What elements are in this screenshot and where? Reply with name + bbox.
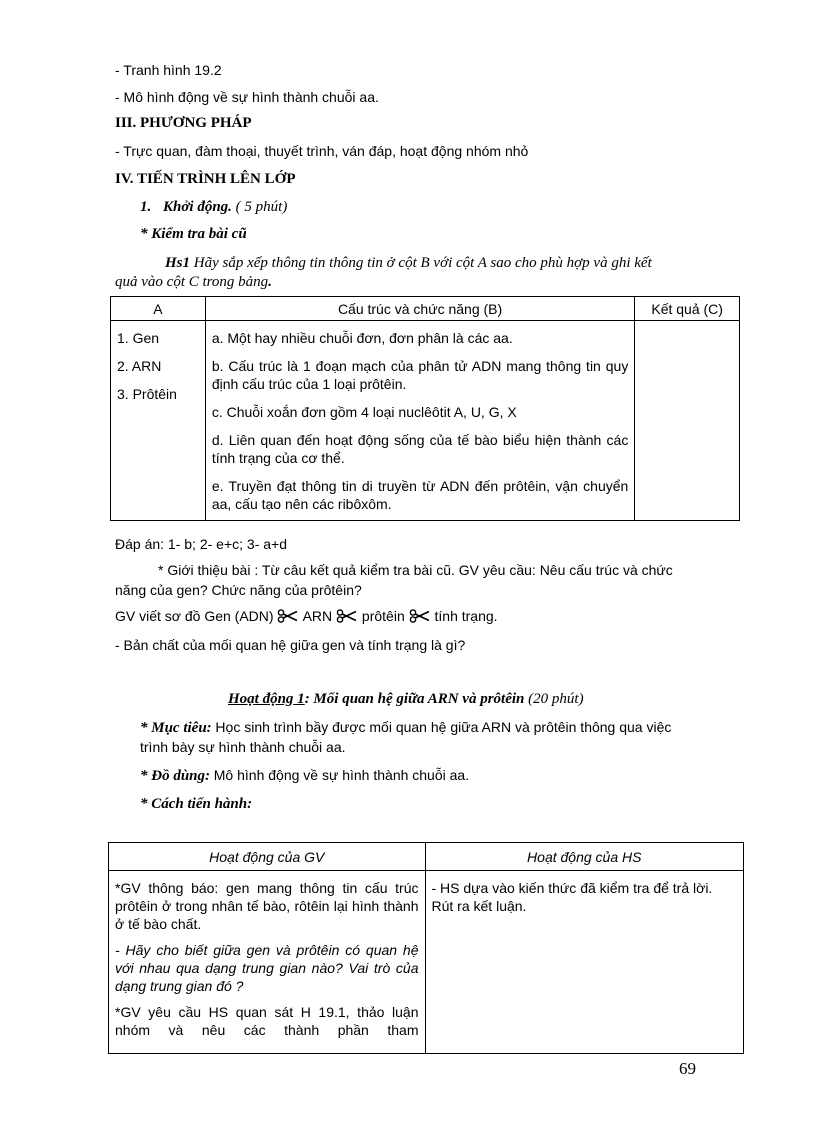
step-1-label: Khởi động. (163, 199, 232, 215)
quiz-b-item-e: e. Truyền đạt thông tin di truyền từ ADN đến prôtêin, vận chuyển aa, cấu tạo nên các ribôxôm. (211, 478, 629, 512)
section-3-text: - Trực quan, đàm thoại, thuyết trình, ván đáp, hoạt động nhóm nhỏ (115, 143, 529, 159)
quiz-col-a (111, 321, 206, 521)
quiz-col-b (205, 321, 635, 521)
hs1-text-2: quả vào cột C trong bảng (115, 274, 269, 290)
quiz-answer: Đáp án: 1- b; 2- e+c; 3- a+d (115, 536, 287, 552)
quiz-header-c: Kết quả (C) (635, 297, 740, 321)
goal-line-1 (140, 718, 671, 737)
quiz-table (110, 296, 740, 521)
method-label: * Cách tiến hành: (140, 796, 253, 812)
quiz-b-item-d: d. Liên quan đến hoạt động sống của tế bào biểu hiện thành các tính trạng của cơ thể. (211, 432, 629, 466)
section-3-heading: III. PHƯƠNG PHÁP (115, 115, 252, 131)
hs1-label: Hs1 (165, 255, 191, 271)
hs1-text: Hãy sắp xếp thông tin thông tin ở cột B với cột A sao cho phù hợp và ghi kết (193, 255, 652, 271)
hs1-line-1 (165, 254, 652, 272)
gv-item-2: - Hãy cho biết giữa gen và prôtêin có quan hệ với nhau qua dạng trung gian nào? Vai trò của dạng trung gian đó ? (115, 942, 419, 994)
quiz-header-a: A (111, 297, 206, 321)
equipment-line (140, 766, 469, 785)
quiz-header-b: Cấu trúc và chức năng (B) (205, 297, 635, 321)
section-4-heading: IV. TIẾN TRÌNH LÊN LỚP (115, 171, 296, 187)
activity-header-gv: Hoạt động của GV (109, 843, 426, 871)
goal-label: * Mục tiêu: (140, 720, 212, 736)
equipment-text: Mô hình động về sự hình thành chuỗi aa. (213, 767, 470, 783)
activity-gv-cell (109, 871, 426, 1054)
goal-text-1: Học sinh trình bầy được mối quan hệ giữa ARN và prôtêin thông qua việc (215, 719, 672, 735)
diagram-arn: ARN (302, 608, 333, 624)
quiz-a-item-2: 2. ARN (117, 358, 162, 374)
diagram-gen: GV viết sơ đồ Gen (ADN) (115, 608, 274, 624)
quiz-b-item-c: c. Chuỗi xoắn đơn gồm 4 loại nuclêôtit A, U, G, X (211, 404, 517, 420)
activity-hs-cell (425, 871, 744, 1054)
goal-line-2: trình bày sự hình thành chuỗi aa. (140, 739, 346, 755)
step-1-heading (140, 198, 287, 216)
hs-item-1: - HS dựa vào kiến thức đã kiểm tra để trả lời. Rút ra kết luận. (431, 880, 713, 914)
step-1-time: ( 5 phút) (235, 199, 288, 215)
arrow-scissor-icon (336, 609, 358, 627)
intro-diagram (115, 607, 498, 627)
quiz-a-item-1: 1. Gen (117, 330, 160, 346)
quiz-col-c (635, 321, 740, 521)
activity-header-hs: Hoạt động của HS (425, 843, 744, 871)
equipment-label: * Đồ dùng: (140, 768, 211, 784)
material-line-2: - Mô hình động về sự hình thành chuỗi aa. (115, 89, 379, 105)
arrow-scissor-icon (277, 609, 299, 627)
gv-item-3: *GV yêu cầu HS quan sát H 19.1, thảo luận nhóm và nêu các thành phần tham (115, 1004, 419, 1038)
step-1-number: 1. (140, 199, 152, 215)
material-line-1: - Tranh hình 19.2 (115, 62, 222, 78)
arrow-scissor-icon (409, 609, 431, 627)
intro-question: - Bản chất của mối quan hệ giữa gen và tính trạng là gì? (115, 637, 466, 653)
diagram-trait: tính trạng. (434, 608, 498, 624)
hs1-period: . (268, 274, 272, 290)
quiz-b-item-a: a. Một hay nhiều chuỗi đơn, đơn phân là các aa. (211, 330, 513, 346)
gv-item-1: *GV thông báo: gen mang thông tin cấu trúc prôtêin ở trong nhân tế bào, rôtêin lại hình thành ở tế bào chất. (115, 880, 419, 932)
quiz-b-item-b: b. Cấu trúc là 1 đoạn mạch của phân tử ADN mang thông tin quy định cấu trúc của 1 loại prôtêin. (211, 358, 629, 392)
activity-1-title (228, 690, 584, 708)
activity-1-title-rest: : Mối quan hệ giữa ARN và prôtêin (304, 691, 525, 707)
intro-line-2: năng của gen? Chức năng của prôtêin? (115, 582, 362, 598)
diagram-protein: prôtêin (361, 608, 405, 624)
activity-table (108, 842, 744, 1054)
intro-line-1: * Giới thiệu bài : Từ câu kết quả kiểm tra bài cũ. GV yêu cầu: Nêu cấu trúc và chức (158, 562, 673, 578)
hs1-line-2 (115, 273, 272, 291)
activity-1-time: (20 phút) (528, 691, 584, 707)
page-number: 69 (679, 1059, 696, 1078)
quiz-a-item-3: 3. Prôtêin (117, 386, 177, 402)
activity-1-title-underlined: Hoạt động 1 (228, 691, 305, 707)
check-old-lesson-label: * Kiểm tra bài cũ (140, 226, 247, 242)
